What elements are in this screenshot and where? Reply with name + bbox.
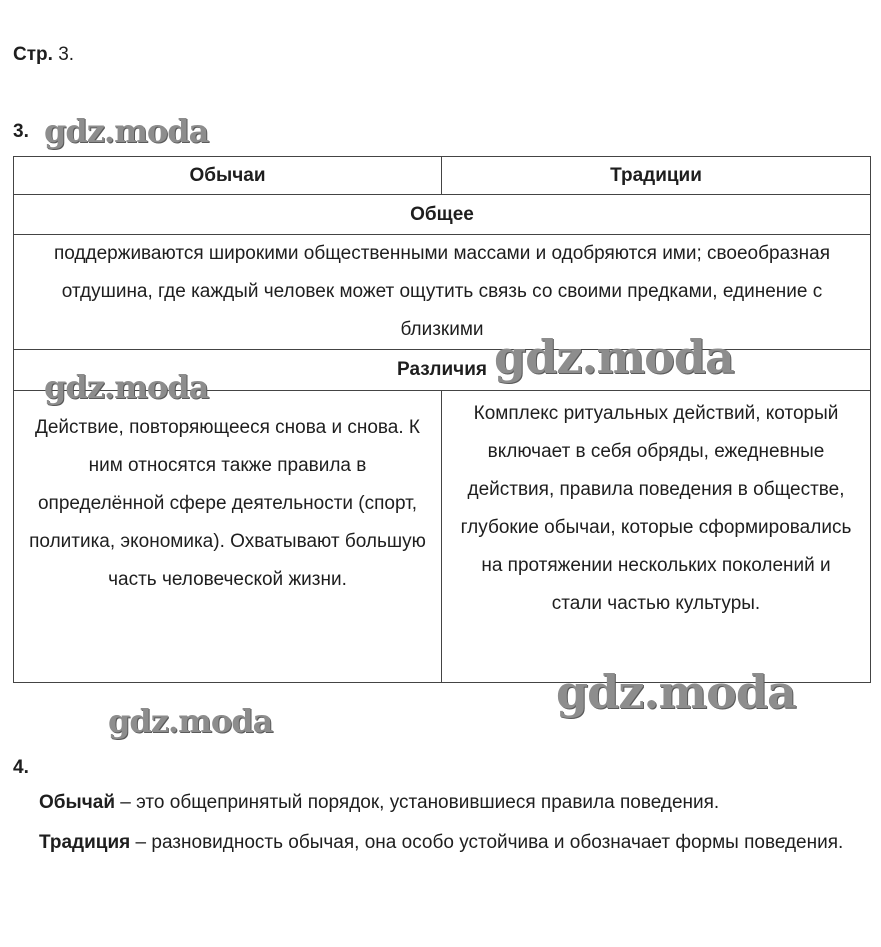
watermark-logo: gdz.moda	[44, 368, 209, 406]
definition-tradition	[13, 823, 870, 863]
page-number: 3.	[58, 44, 75, 65]
watermark-logo: gdz.moda	[556, 665, 796, 719]
traditions-differences-text: Комплекс ритуальных действий, который включает в себя обряды, ежедневные действия, правила поведения в обществе, глубокие обычаи, которые сформировались на протяжении нескольких поколений и стали частью культуры.	[442, 391, 871, 683]
common-text: поддерживаются широкими общественными массами и одобряются ими; своеобразная отдушина, где каждый человек может ощутить связь со своими предками, единение с близкими	[14, 235, 871, 350]
customs-column-header: Обычаи	[14, 157, 442, 195]
definition-custom	[13, 783, 870, 823]
page-label: Стр. 3.	[13, 44, 75, 65]
definition-custom-text: – это общепринятый порядок, установившиеся правила поведения.	[115, 792, 720, 813]
definition-tradition-text: – разновидность обычая, она особо устойчива и обозначает формы поведения.	[130, 832, 844, 853]
task-3-number: 3.	[13, 121, 29, 142]
task-4-number: 4.	[13, 757, 29, 778]
watermark-logo: gdz.moda	[108, 702, 273, 740]
customs-differences-text: Действие, повторяющееся снова и снова. К ним относятся также правила в определённой сфере деятельности (спорт, политика, экономика). Охватывают большую часть человеческой жизни.	[14, 391, 442, 683]
watermark-logo: gdz.moda	[44, 112, 209, 150]
comparison-table	[13, 156, 871, 683]
term-custom: Обычай	[39, 792, 116, 813]
traditions-column-header: Традиции	[442, 157, 871, 195]
term-tradition: Традиция	[39, 832, 131, 853]
differences-header: Различия	[14, 350, 871, 391]
common-header: Общее	[14, 195, 871, 235]
watermark-logo: gdz.moda	[494, 330, 734, 384]
